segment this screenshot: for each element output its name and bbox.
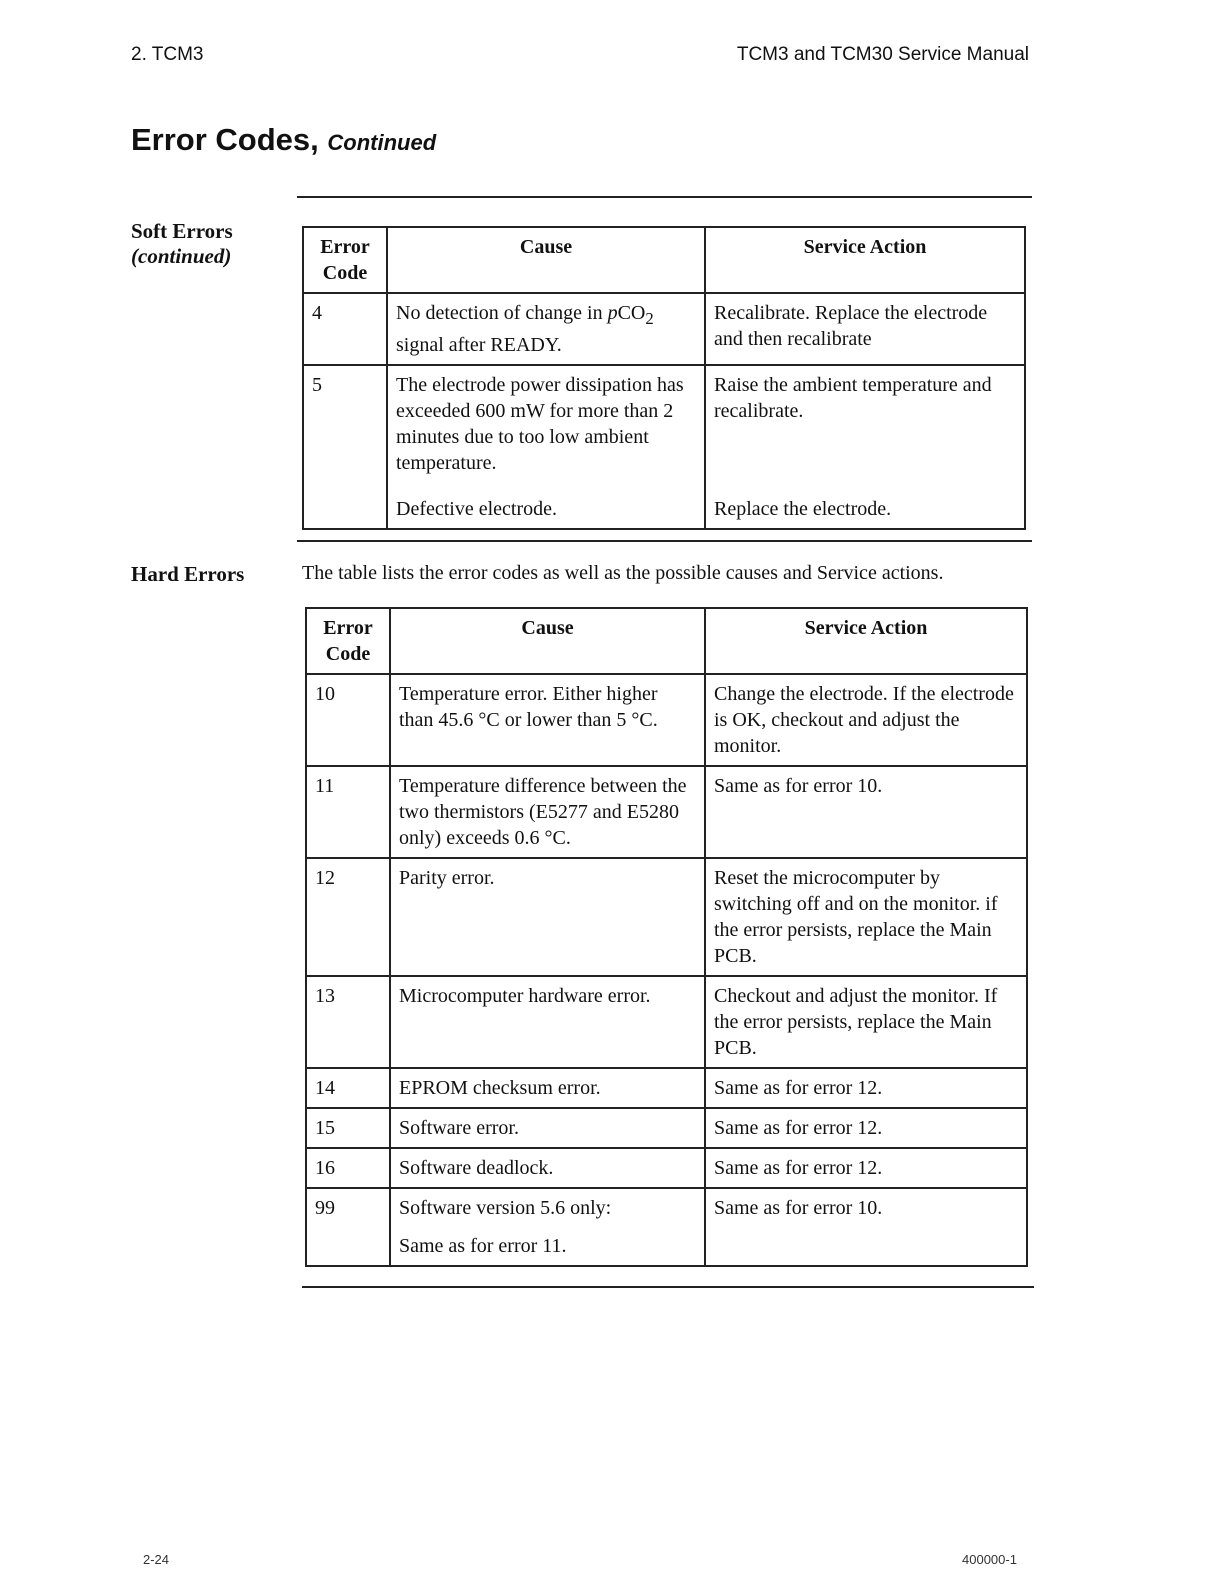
hard-errors-table	[305, 607, 1028, 1267]
table-row	[306, 858, 1027, 976]
cause-co: CO	[617, 302, 646, 324]
column-header-error-code: Error Code	[306, 608, 390, 674]
table-row	[306, 1148, 1027, 1188]
page-title-continued: Continued	[327, 130, 437, 155]
error-code-cell: 15	[306, 1108, 390, 1148]
error-code-cell: 16	[306, 1148, 390, 1188]
service-action-cell: Same as for error 12.	[705, 1068, 1027, 1108]
column-header-service-action: Service Action	[705, 227, 1025, 293]
cause-cell	[387, 293, 705, 365]
soft-errors-continued: (continued)	[131, 244, 232, 268]
service-action-cell: Checkout and adjust the monitor. If the error persists, replace the Main PCB.	[705, 976, 1027, 1068]
column-header-error-code: Error Code	[303, 227, 387, 293]
running-header-manual-title: TCM3 and TCM30 Service Manual	[736, 44, 1029, 65]
running-header-section: 2. TCM3	[131, 44, 204, 65]
table-header-row	[303, 227, 1025, 293]
service-action-cell: Same as for error 12.	[705, 1108, 1027, 1148]
service-action-cell: Change the electrode. If the electrode is OK, checkout and adjust the monitor.	[705, 674, 1027, 766]
section-rule	[302, 1286, 1034, 1288]
table-subrow	[303, 490, 1025, 529]
service-action-cell: Same as for error 12.	[705, 1148, 1027, 1188]
soft-errors-label	[131, 219, 233, 269]
document-number: 400000-1	[962, 1552, 1017, 1567]
soft-errors-heading: Soft Errors	[131, 219, 233, 243]
cause-text-2: Same as for error 11.	[399, 1235, 567, 1257]
hard-errors-label: Hard Errors	[131, 562, 245, 586]
cause-cell: Software deadlock.	[390, 1148, 705, 1188]
table-row	[303, 293, 1025, 365]
section-rule	[297, 540, 1032, 542]
error-code-cell: 99	[306, 1188, 390, 1266]
cause-cell: Parity error.	[390, 858, 705, 976]
page-number: 2-24	[143, 1552, 170, 1567]
service-action-cell: Same as for error 10.	[705, 1188, 1027, 1266]
table-row	[306, 1188, 1027, 1266]
table-row	[306, 1108, 1027, 1148]
column-header-cause: Cause	[387, 227, 705, 293]
cause-text: No detection of change in	[396, 302, 608, 324]
error-code-cell: 12	[306, 858, 390, 976]
cause-cell: The electrode power dissipation has exceeded 600 mW for more than 2 minutes due to too low ambient temperature.	[387, 365, 705, 490]
soft-errors-table	[302, 226, 1026, 530]
cause-cell: Temperature difference between the two thermistors (E5277 and E5280 only) exceeds 0.6 °C.	[390, 766, 705, 858]
cause-cell: EPROM checksum error.	[390, 1068, 705, 1108]
service-action-cell: Replace the electrode.	[705, 490, 1025, 529]
service-action-cell: Same as for error 10.	[705, 766, 1027, 858]
cause-cell: Microcomputer hardware error.	[390, 976, 705, 1068]
page-title	[131, 122, 436, 158]
error-code-cell: 5	[303, 365, 387, 529]
cause-cell: Temperature error. Either higher than 45.6 °C or lower than 5 °C.	[390, 674, 705, 766]
hard-errors-intro: The table lists the error codes as well as the possible causes and Service actions.	[302, 562, 944, 584]
table-row	[306, 674, 1027, 766]
error-code-cell: 13	[306, 976, 390, 1068]
table-row	[306, 1068, 1027, 1108]
cause-cell: Software error.	[390, 1108, 705, 1148]
page-title-main: Error Codes,	[131, 122, 319, 157]
error-code-cell: 14	[306, 1068, 390, 1108]
error-code-cell: 11	[306, 766, 390, 858]
cause-cell: Defective electrode.	[387, 490, 705, 529]
cause-partial-pressure-p: p	[607, 302, 618, 324]
section-rule	[297, 196, 1032, 198]
service-action-cell: Raise the ambient temperature and recalibrate.	[705, 365, 1025, 490]
service-action-cell: Recalibrate. Replace the electrode and then recalibrate	[705, 293, 1025, 365]
error-code-cell: 10	[306, 674, 390, 766]
cause-subscript: 2	[645, 309, 654, 328]
cause-text-end: signal after READY.	[396, 334, 562, 356]
column-header-cause: Cause	[390, 608, 705, 674]
table-row	[306, 976, 1027, 1068]
table-row	[303, 365, 1025, 490]
column-header-service-action: Service Action	[705, 608, 1027, 674]
cause-cell	[390, 1188, 705, 1266]
cause-text: Software version 5.6 only:	[399, 1197, 612, 1219]
service-action-cell: Reset the microcomputer by switching off and on the monitor. if the error persists, replace the Main PCB.	[705, 858, 1027, 976]
table-row	[306, 766, 1027, 858]
table-header-row	[306, 608, 1027, 674]
error-code-cell: 4	[303, 293, 387, 365]
